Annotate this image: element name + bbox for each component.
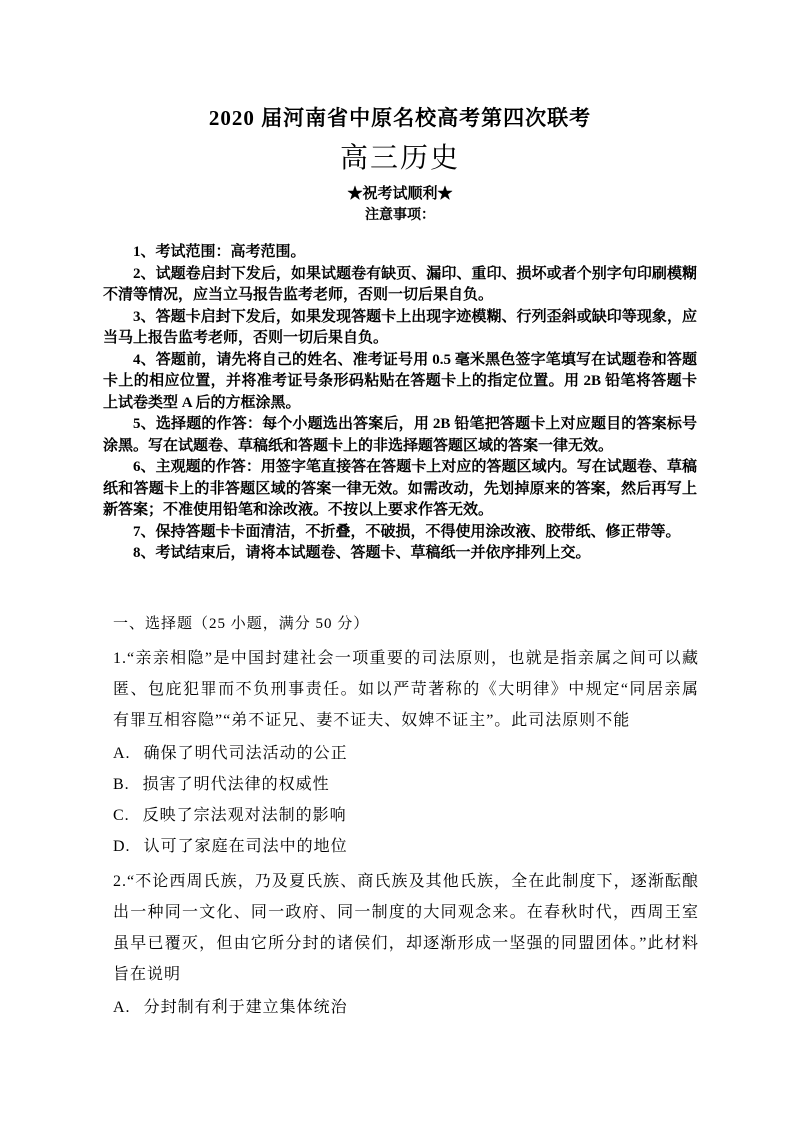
option-text: 反映了宗法观对法制的影响 <box>142 806 347 824</box>
option-text: 损害了明代法律的权威性 <box>142 775 330 793</box>
option-text: 确保了明代司法活动的公正 <box>143 744 348 762</box>
instruction-8: 8、考试结束后，请将本试题卷、答题卡、草稿纸一并依序排列上交。 <box>133 545 591 561</box>
multiple-choice-section <box>113 609 699 1023</box>
question-1-option-a <box>113 738 699 769</box>
exam-title: 2020 届河南省中原名校高考第四次联考 <box>208 106 592 130</box>
document-header <box>0 0 800 225</box>
exam-instructions <box>103 242 697 565</box>
instruction-4: 4、答题前，请先将自己的姓名、准考证号用 0.5 毫米黑色签字笔填写在试题卷和答题卡上的相应位置，并将准考证号条形码粘贴在答题卡上的指定位置。用 2B 铅笔将答题卡上试卷类型 A 后的方框涂黑。 <box>103 351 697 411</box>
question-2-options <box>113 992 699 1023</box>
notes-label: 注意事项： <box>365 208 435 223</box>
question-1-options <box>113 738 699 862</box>
question-1-option-b <box>113 769 699 800</box>
option-label: B. <box>113 775 130 793</box>
instruction-2: 2、试题卷启封下发后，如果试题卷有缺页、漏印、重印、损坏或者个别字句印刷模糊不清等情况，应当立马报告监考老师，否则一切后果自负。 <box>103 265 697 303</box>
question-1-option-c <box>113 800 699 831</box>
question-1-stem: 1.“亲亲相隐”是中国封建社会一项重要的司法原则，也就是指亲属之间可以藏匿、包庇犯罪而不负刑事责任。如以严苛著称的《大明律》中规定“同居亲属有罪互相容隐”“弟不证兄、妻不证夫、奴婢不证主”。此司法原则不能 <box>113 649 699 729</box>
instruction-3: 3、答题卡启封下发后，如果发现答题卡上出现字迹模糊、行列歪斜或缺印等现象，应当马上报告监考老师，否则一切后果自负。 <box>103 308 697 346</box>
question-2-stem: 2.“不论西周氏族，乃及夏氏族、商氏族及其他氏族，全在此制度下，逐渐酝酿出一种同一文化、同一政府、同一制度的大同观念来。在春秋时代，西周王室虽早已覆灭，但由它所分封的诸侯们，却逐渐形成一坚强的同盟团体。”此材料旨在说明 <box>113 872 699 983</box>
option-label: C. <box>113 806 130 824</box>
instruction-1: 1、考试范围：高考范围。 <box>133 244 306 260</box>
section-header: 一、选择题（25 小题，满分 50 分） <box>113 615 370 632</box>
option-text: 认可了家庭在司法中的地位 <box>143 837 348 855</box>
option-text: 分封制有利于建立集体统治 <box>143 998 348 1016</box>
instruction-6: 6、主观题的作答：用签字笔直接答在答题卡上对应的答题区域内。写在试题卷、草稿纸和答题卡上的非答题区域的答案一律无效。如需改动，先划掉原来的答案，然后再写上新答案；不准使用铅笔和涂改液。不按以上要求作答无效。 <box>103 459 697 518</box>
question-2-option-a <box>113 992 699 1023</box>
option-label: D. <box>113 837 131 855</box>
option-label: A. <box>113 998 131 1016</box>
question-1-option-d <box>113 831 699 862</box>
exam-blessing: ★祝考试顺利★ <box>347 186 453 202</box>
question-2 <box>113 866 699 1023</box>
instruction-5: 5、选择题的作答：每个小题选出答案后，用 2B 铅笔把答题卡上对应题目的答案标号涂黑。写在试题卷、草稿纸和答题卡上的非选择题答题区域的答案一律无效。 <box>103 416 697 454</box>
exam-subject: 高三历史 <box>339 143 460 174</box>
option-label: A. <box>113 744 131 762</box>
question-1 <box>113 643 699 862</box>
instruction-7: 7、保持答题卡卡面清洁，不折叠，不破损，不得使用涂改液、胶带纸、修正带等。 <box>133 523 681 540</box>
